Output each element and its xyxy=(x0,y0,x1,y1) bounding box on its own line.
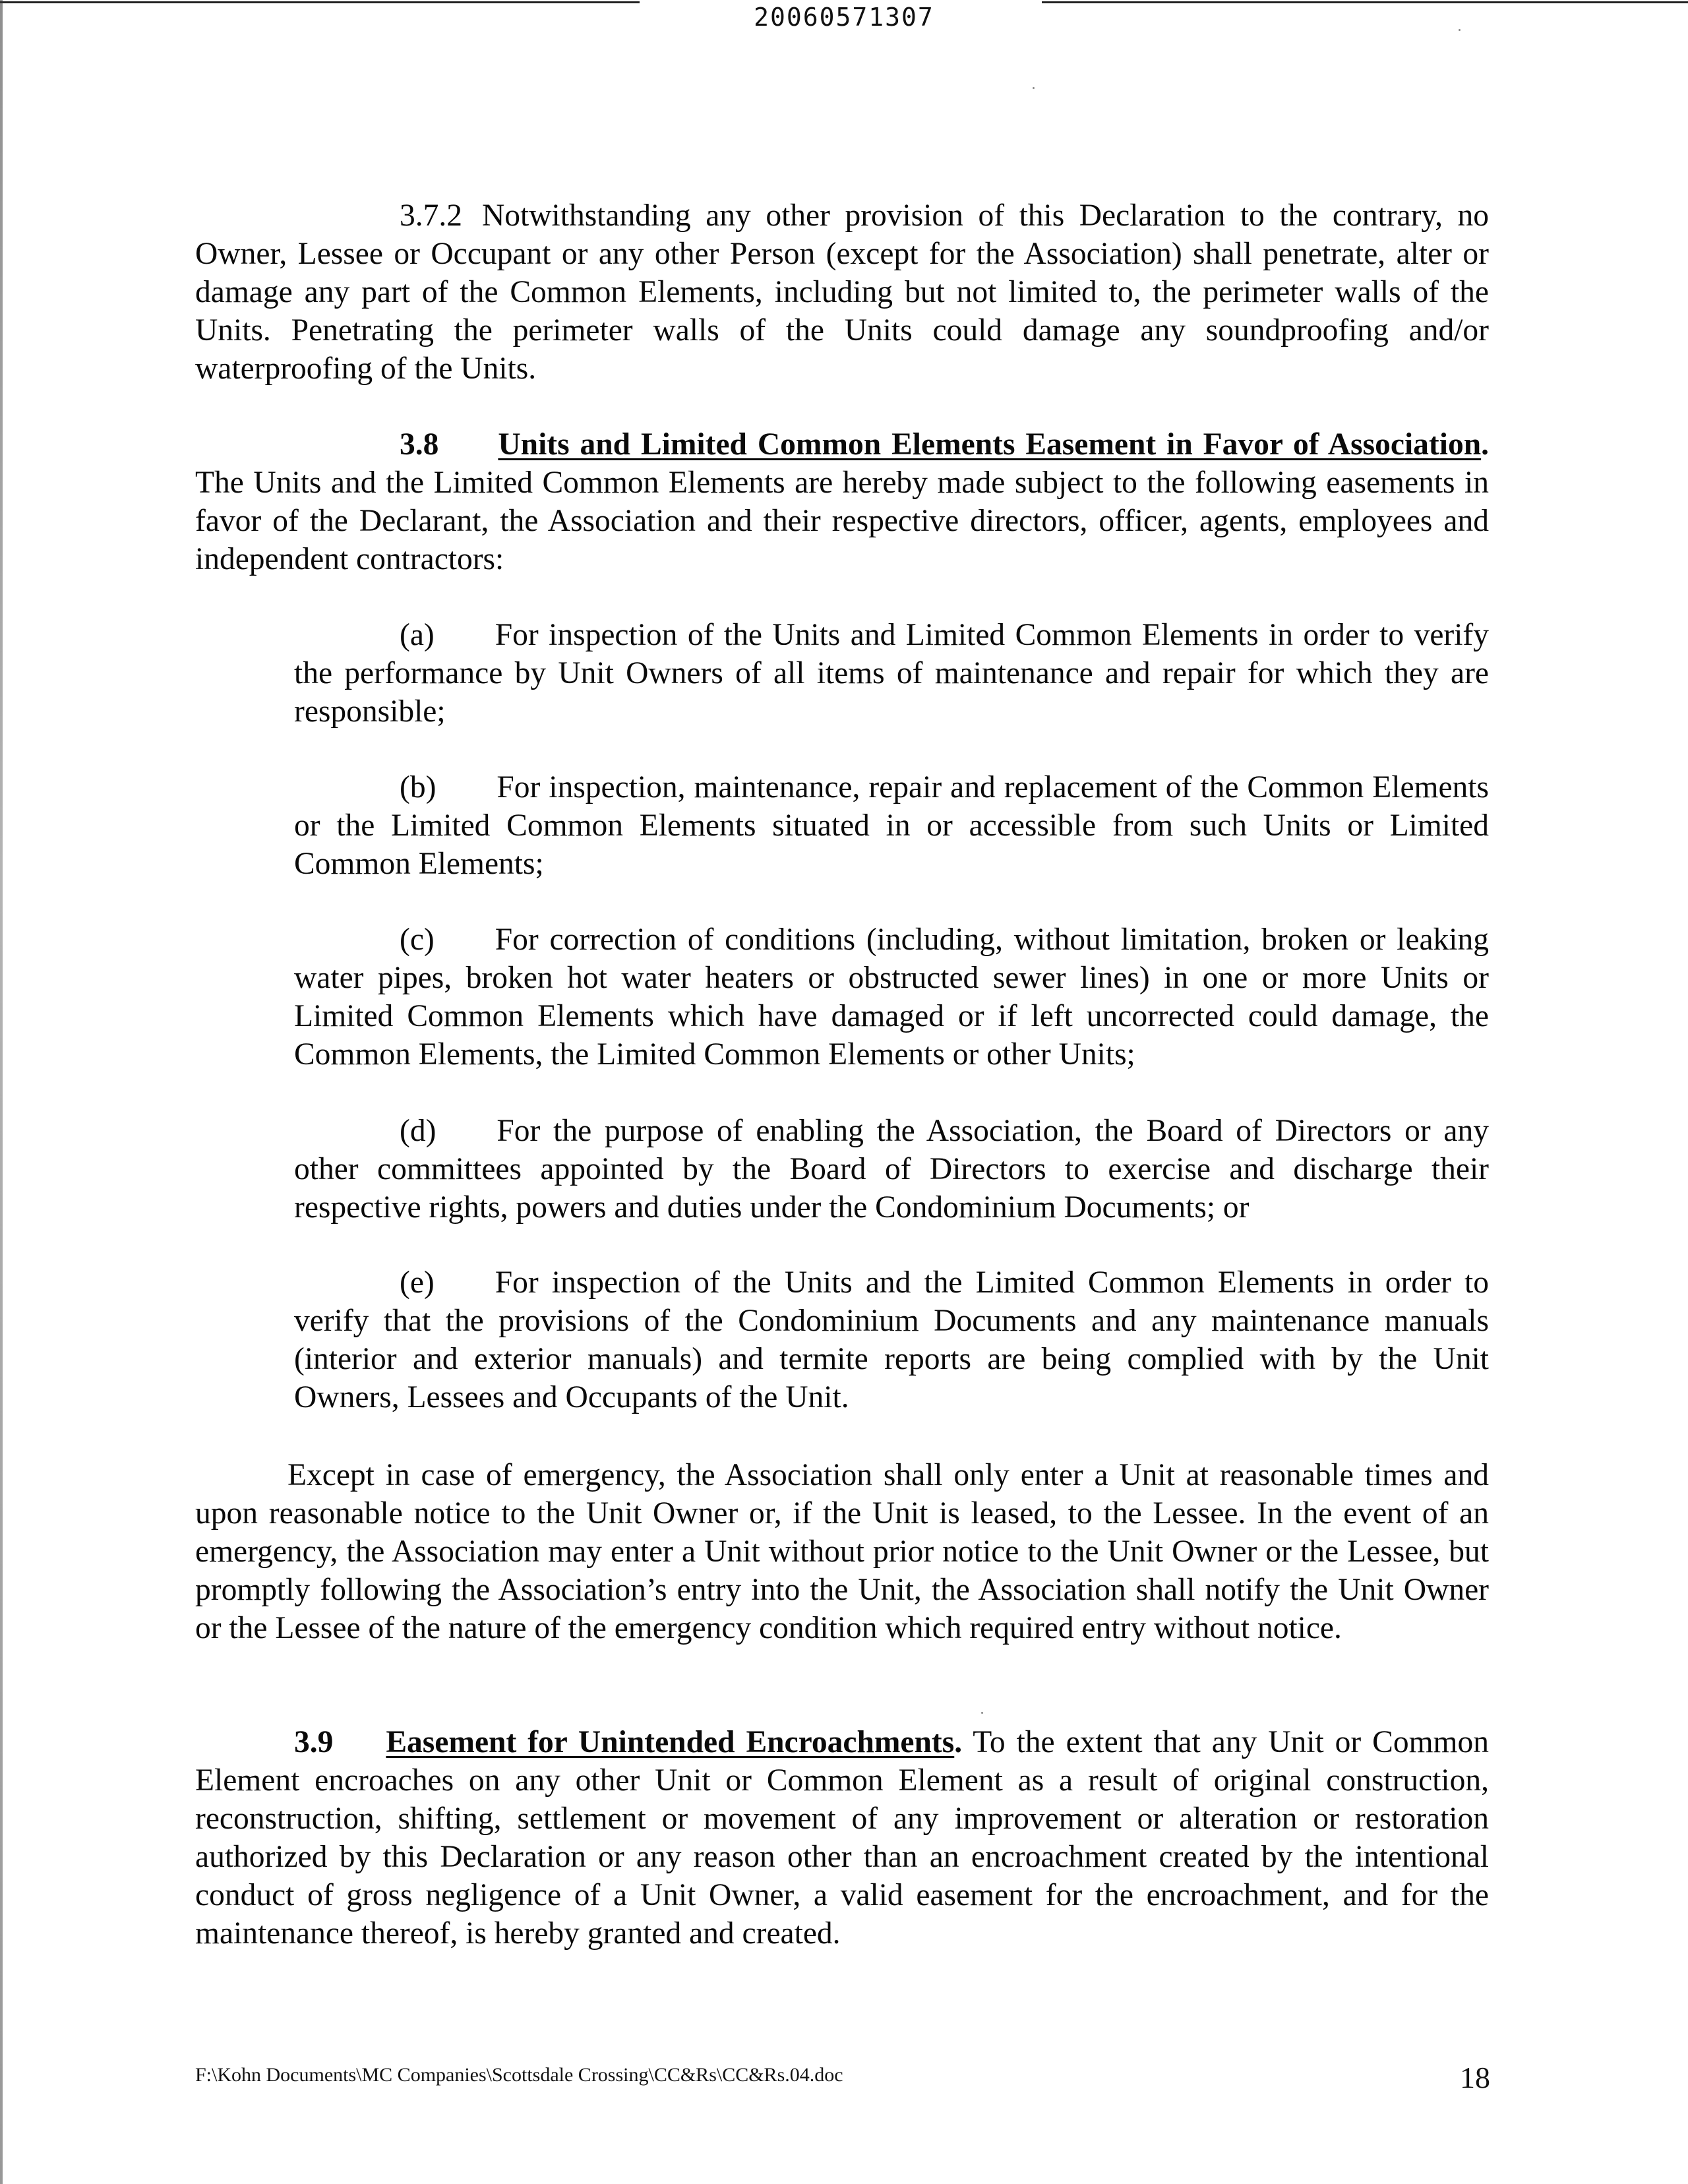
section-3-9-number: 3.9 xyxy=(294,1725,334,1759)
list-item-b-text: For inspection, maintenance, repair and replacement of the Common Elements or the Limited Common Elements situated in or accessible from such Units or Limited Common Elements; xyxy=(294,770,1489,881)
section-3-9-heading: Easement for Unintended Encroachments xyxy=(386,1725,955,1759)
section-3-9-text: To the extent that any Unit or Common Element encroaches on any other Unit or Common Element as a result of original construction, reconstruction, shifting, settlement or movement of any improvement or alteration or restoration authorized by this Declaration or any reason other than an encroachment created by the intentional conduct of gross negligence of a Unit Owner, a valid easement for the encroachment, and for the maintenance thereof, is hereby granted and created. xyxy=(195,1725,1489,1951)
section-3-7-2-text: Notwithstanding any other provision of this Declaration to the contrary, no Owner, Lessee or Occupant or any other Person (except for the Association) shall penetrate, alter or damage any part of the Common Elements, including but not limited to, the perimeter walls of the Units. Penetrating the perimeter walls of the Units could damage any soundproofing and/or waterproofing of the Units. xyxy=(195,198,1489,386)
list-item-a-text: For inspection of the Units and Limited Common Elements in order to verify the performance by Unit Owners of all items of maintenance and repair for which they are responsible; xyxy=(294,618,1489,729)
recording-number: 20060571307 xyxy=(754,3,934,32)
section-3-7-2 xyxy=(195,197,1489,388)
section-3-8-closing: Except in case of emergency, the Association shall only enter a Unit at reasonable times and upon reasonable notice to the Unit Owner or, if the Unit is leased, to the Lessee. In the event of an emergency, the Association may enter a Unit without prior notice to the Unit Owner or the Lessee, but promptly following the Association’s entry into the Unit, the Association shall notify the Unit Owner or the Lessee of the nature of the emergency condition which required entry without notice. xyxy=(195,1458,1489,1645)
section-3-9: 3.9 Easement for Unintended Encroachments. To the extent that any Unit or Common Element encroaches on any other Unit or Common Element as a result of original construction, reconstruction, shifting, settlement or movement of any improvement or alteration or restoration authorized by this Declaration or any reason other than an encroachment created by the intentional conduct of gross negligence of a Unit Owner, a valid easement for the encroachment, and for the maintenance thereof, is hereby granted and created. xyxy=(195,1725,1489,1951)
list-item-e-label: (e) xyxy=(400,1265,435,1300)
list-item-e-text: For inspection of the Units and the Limited Common Elements in order to verify that the provisions of the Condominium Documents and any maintenance manuals (interior and exterior manuals) and termite reports are being complied with by the Unit Owners, Lessees and Occupants of the Unit. xyxy=(294,1265,1489,1414)
list-item-c-label: (c) xyxy=(400,923,435,957)
list-item-e xyxy=(294,1263,1489,1416)
footer-file-path: F:\Kohn Documents\MC Companies\Scottsdale Crossing\CC&Rs\CC&Rs.04.doc xyxy=(195,2064,843,2086)
list-item-b-label: (b) xyxy=(400,770,437,804)
section-3-8: 3.8 Units and Limited Common Elements Easement in Favor of Association. The Units and the Limited Common Elements are hereby made subject to the following easements in favor of the Declarant, the Association and their respective directors, officer, agents, employees and independent contractors: xyxy=(195,427,1489,576)
section-3-8-heading: Units and Limited Common Elements Easement in Favor of Association xyxy=(498,427,1482,462)
scan-border-left xyxy=(0,0,3,2184)
list-item-c-text: For correction of conditions (including, without limitation, broken or leaking water pipes, broken hot water heaters or obstructed sewer lines) in one or more Units or Limited Common Elements which have damaged or if left uncorrected could damage, the Common Elements, the Limited Common Elements or other Units; xyxy=(294,923,1489,1072)
list-item-a xyxy=(294,616,1489,731)
scan-speck xyxy=(1459,29,1461,31)
list-item-c xyxy=(294,921,1489,1074)
page-number: 18 xyxy=(1460,2061,1490,2094)
section-3-7-2-number: 3.7.2 xyxy=(400,198,462,233)
list-item-a-label: (a) xyxy=(400,618,435,652)
list-item-d xyxy=(294,1112,1489,1227)
scan-speck xyxy=(981,1712,983,1714)
list-item-b xyxy=(294,768,1489,883)
section-3-8-text: The Units and the Limited Common Elements are hereby made subject to the following easements in favor of the Declarant, the Association and their respective directors, officer, agents, employees and independent contractors: xyxy=(195,466,1489,576)
section-3-8-number: 3.8 xyxy=(400,427,439,462)
scan-speck xyxy=(1033,87,1035,89)
list-item-d-text: For the purpose of enabling the Association, the Board of Directors or any other committees appointed by the Board of Directors to exercise and discharge their respective rights, powers and duties under the Condominium Documents; or xyxy=(294,1114,1489,1225)
list-item-d-label: (d) xyxy=(400,1114,437,1148)
